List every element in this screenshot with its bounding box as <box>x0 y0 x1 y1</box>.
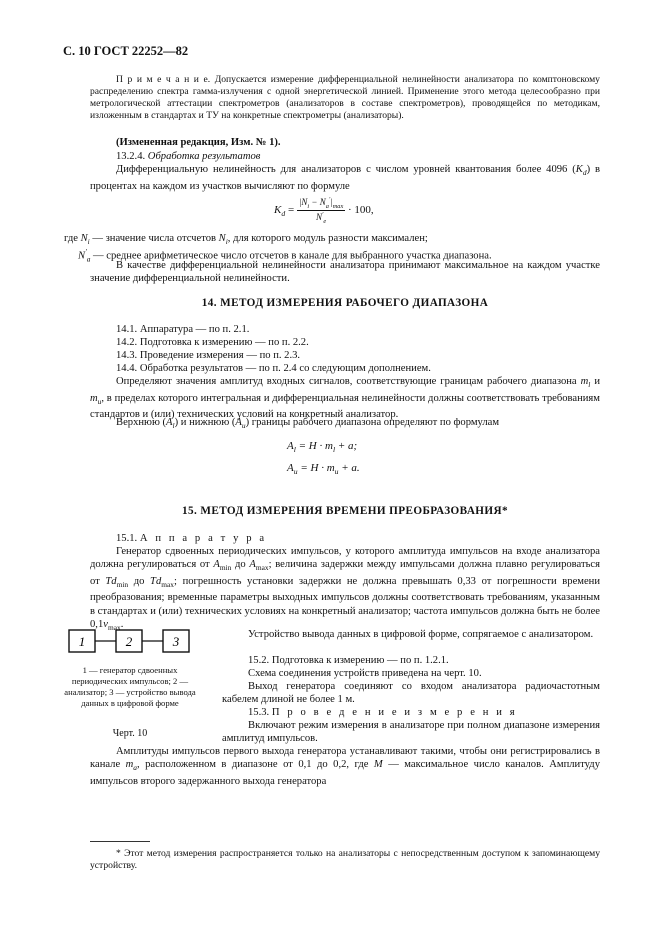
proc-label: П р о в е д е н и е и з м е р е н и я <box>271 707 518 718</box>
num-c-sub: max <box>332 202 344 210</box>
m-u: m <box>90 392 98 404</box>
scheme-paragraph: Схема соединения устройств приведена на черт. 10. <box>248 668 482 679</box>
num-b: − N <box>309 197 326 207</box>
bounds-a: Верхнюю ( <box>116 417 167 428</box>
td-max: Td <box>150 575 162 587</box>
amp-m-sub: a <box>133 763 137 773</box>
num-b-sub: a <box>325 202 329 210</box>
section-15-heading: 15. МЕТОД ИЗМЕРЕНИЯ ВРЕМЕНИ ПРЕОБРАЗОВАНИЯ* <box>182 505 508 517</box>
a-max: A <box>249 559 256 571</box>
section-14-item-1: 14.1. Аппаратура — по п. 2.1. <box>116 324 250 335</box>
intro-text-a: Дифференциальную нелинейность для анализаторов с числом уровней квантования более 4096 ( <box>116 164 576 175</box>
formula-fraction <box>297 196 345 225</box>
page-header: С. 10 ГОСТ 22252—82 <box>63 44 189 58</box>
apparatus-label: А п п а р а т у р а <box>139 533 267 544</box>
m-l: m <box>580 376 589 387</box>
num-a-sub: i <box>307 202 310 210</box>
formula-denominator <box>297 211 345 225</box>
formula-kd <box>274 196 374 225</box>
formula-au <box>287 462 360 476</box>
f1-tail: + a; <box>335 440 358 452</box>
where-1-n-sub: i <box>87 237 90 247</box>
a-l: A <box>166 417 173 428</box>
a-u: A <box>235 417 242 428</box>
num-a: |N <box>298 197 308 207</box>
td-min-sub: min <box>116 580 129 590</box>
connection-diagram <box>68 623 192 659</box>
f2-a: A <box>287 462 294 474</box>
a-min-sub: min <box>219 563 232 573</box>
formula-al <box>287 440 357 454</box>
kd-subscript: d <box>582 168 587 178</box>
f1-a: A <box>287 440 294 452</box>
section-number: 13.2.4. <box>116 151 146 162</box>
revision-note: (Измененная редакция, Изм. № 1). <box>116 137 281 148</box>
range-a: Определяют значения амплитуд входных сигналов, соответствующие границам рабочего диапазона <box>116 376 581 387</box>
section-title: Обработка результатов <box>147 151 261 162</box>
prep-paragraph: 15.2. Подготовка к измерению — по п. 1.2.1. <box>248 655 449 666</box>
formula-rest: · 100, <box>348 203 374 216</box>
amplitude-paragraph <box>90 745 600 788</box>
diagram-legend: 1 — генератор сдвоенных периодических импульсов; 2 — анализатор; 3 — устройство вывода данных в цифровой форме <box>64 665 196 708</box>
diagram-label-2: 2 <box>125 634 133 649</box>
where-2-n: N <box>78 250 86 262</box>
where-1-a: где <box>64 233 81 244</box>
m-u-sub: u <box>97 396 102 406</box>
bounds-paragraph <box>90 416 600 433</box>
a-u-sub: u <box>241 421 246 431</box>
where-2-sup: ′ <box>85 247 87 256</box>
where-1-c: , для которого модуль разности максимален; <box>227 233 428 244</box>
amp-b: , расположенном в диапазоне от 0,1 до 0,2, где <box>136 759 374 771</box>
device-paragraph: Устройство вывода данных в цифровой форме, сопрягаемое с анализатором. <box>248 629 594 640</box>
section-13-2-4-heading <box>90 150 600 163</box>
footnote: * Этот метод измерения распространяется только на анализаторы с непосредственным доступом к запоминающему устройству. <box>90 848 600 871</box>
footnote-separator <box>90 841 150 842</box>
diagram-label-3: 3 <box>172 634 180 649</box>
apparatus-num: 15.1. <box>116 533 138 544</box>
a-min: A <box>213 559 220 571</box>
bounds-c: ) границы рабочего диапазона определяют по формулам <box>245 417 500 428</box>
formula-eq: = <box>287 203 295 216</box>
nonlinearity-intro <box>90 163 600 193</box>
where-1-b: — значение числа отсчетов <box>89 233 219 244</box>
where-2-sub: a <box>86 254 91 264</box>
range-b: , в пределах которого интегральная и дифференциальная нелинейности должны соответствовать требованиям стандартов и (или) технических условий на конкретный анализатор. <box>90 392 600 421</box>
f2-rhs: = H · m <box>297 462 335 474</box>
a-max-sub: max <box>255 563 269 573</box>
where-1-np: N <box>218 233 226 244</box>
range-paragraph <box>90 375 600 421</box>
conclusion-paragraph: В качестве дифференциальной нелинейности анализатора принимают максимальное на каждом участке значение дифференциальной нелинейности. <box>90 260 600 285</box>
gen-b: до <box>231 559 250 571</box>
where-1-np-sub: i <box>225 237 228 247</box>
f2-tail: + a. <box>338 462 360 474</box>
formula-numerator <box>297 196 345 211</box>
section-14-item-3: 14.3. Проведение измерения — по п. 2.3. <box>116 350 301 361</box>
td-min: Td <box>105 575 117 587</box>
den: N <box>315 211 322 222</box>
amp-a: Амплитуды импульсов первого выхода генератора устанавливают такими, чтобы они регистрировались в канале <box>90 746 600 771</box>
gen-d: ; погрешность установки задержки не должна превышать 0,33 от погрешности времени преобразования; временные параметры выходных импульсов должны соответствовать требованиям, указанным в стандартах и (или) технических условиях на конкретный анализатор; частота импульсов должна быть не более 0,1 <box>90 575 601 631</box>
bounds-b: ) и нижнюю ( <box>174 417 236 428</box>
output-paragraph: Выход генератора соединяют со входом анализатора радиочастотным кабелем длиной не более 1 м. <box>222 681 600 706</box>
procedure-heading <box>222 706 600 719</box>
num-b-sup: ′ <box>328 196 331 203</box>
f2-m-sub: u <box>334 467 339 477</box>
gen-b-2: до <box>128 575 151 587</box>
gen-e: . <box>120 619 124 631</box>
note-paragraph <box>90 74 600 122</box>
gen-c: ; величина задержки между импульсами должна плавно регулироваться от <box>90 559 601 587</box>
note-label: П р и м е ч а н и е. <box>116 74 211 85</box>
where-1-n: N <box>80 233 88 244</box>
v-max: v <box>103 619 108 631</box>
section-14-item-2: 14.2. Подготовка к измерению — по п. 2.2. <box>116 337 309 348</box>
f1-a-sub: l <box>293 445 296 455</box>
f1-rhs: = H · m <box>295 440 333 452</box>
formula-lhs: K <box>274 203 282 216</box>
amp-M: M <box>373 759 383 771</box>
section-14-item-4: 14.4. Обработка результатов — по п. 2.4 со следующим дополнением. <box>116 363 431 374</box>
gen-a: Генератор сдвоенных периодических импульсов, у которого амплитуда импульсов на входе анализатора должна регулироваться от <box>90 546 600 571</box>
formula-lhs-sub: d <box>281 209 286 219</box>
section-14-heading: 14. МЕТОД ИЗМЕРЕНИЯ РАБОЧЕГО ДИАПАЗОНА <box>201 297 489 309</box>
a-l-sub: l <box>172 421 175 431</box>
den-sub: e <box>323 217 327 225</box>
proc-num: 15.3. <box>248 707 270 718</box>
amp-m: m <box>125 759 134 771</box>
generator-paragraph <box>90 545 600 635</box>
den-sup: ′ <box>321 210 324 218</box>
v-max-sub: max <box>107 623 121 633</box>
apparatus-heading <box>90 532 600 545</box>
num-c: | <box>330 197 333 207</box>
amp-c: — максимальное число каналов. Амплитуду импульсов второго задержанного выхода генератора <box>90 759 600 787</box>
note-text: Допускается измерение дифференциальной нелинейности анализатора по комптоновскому распределению спектра гамма-излучения с одной энергетической линией. Применение этого метода целесообразно при метрологической аттестации спектрометров (анализаторов в составе спектрометров), проводящейся по методикам, изложенным в стандартах и ТУ на конкретные спектрометры (анализаторы). <box>90 74 600 121</box>
td-max-sub: max <box>161 580 175 590</box>
figure-caption: Черт. 10 <box>112 728 148 739</box>
mode-paragraph: Включают режим измерения в анализаторе при полном диапазоне измерения амплитуд импульсов. <box>222 720 600 745</box>
f2-a-sub: u <box>293 467 298 477</box>
where-2-text: — среднее арифметическое число отсчетов в канале для выбранного участка диапазона. <box>90 250 492 262</box>
m-l-sub: l <box>588 380 591 390</box>
intro-text-b: ) в процентах на каждом из участков вычисляют по формуле <box>90 164 600 192</box>
kd-symbol: K <box>575 164 583 175</box>
and-1: и <box>590 376 600 387</box>
diagram-label-1: 1 <box>78 634 86 649</box>
f1-m-sub: l <box>332 445 336 455</box>
